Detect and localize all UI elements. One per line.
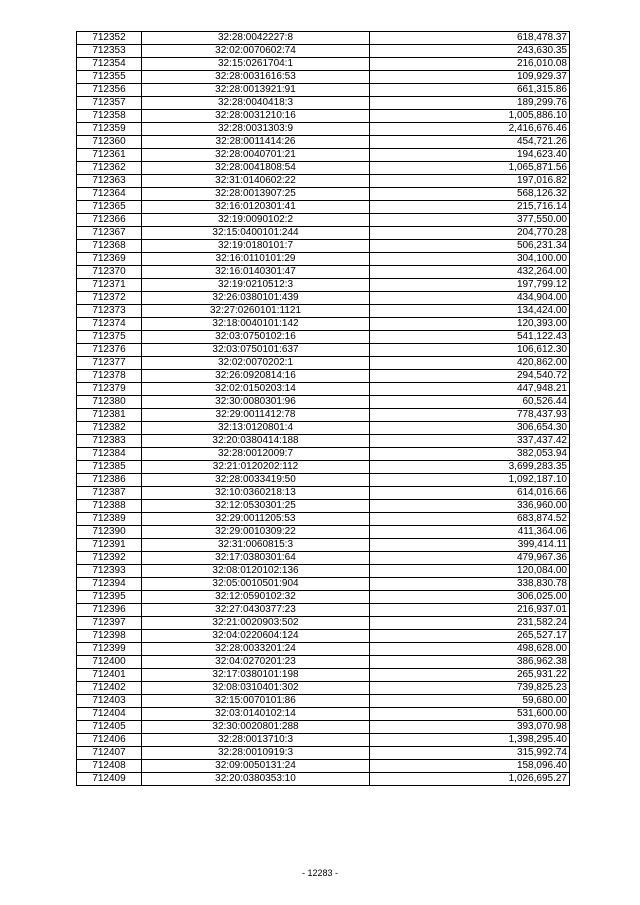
cadastral-number-cell: 32:20:0380414:188 bbox=[142, 435, 370, 448]
amount-cell: 194,623.40 bbox=[370, 149, 570, 162]
amount-cell: 661,315.86 bbox=[370, 84, 570, 97]
table-row bbox=[77, 487, 570, 500]
table-row bbox=[77, 682, 570, 695]
record-number-cell: 712359 bbox=[77, 123, 142, 136]
table-row bbox=[77, 578, 570, 591]
cadastral-number-cell: 32:28:0012009:7 bbox=[142, 448, 370, 461]
page-number: - 12283 - bbox=[301, 868, 339, 878]
cadastral-number-cell: 32:08:0120102:136 bbox=[142, 565, 370, 578]
amount-cell: 120,084.00 bbox=[370, 565, 570, 578]
cadastral-number-cell: 32:28:0013710:3 bbox=[142, 734, 370, 747]
record-number-cell: 712363 bbox=[77, 175, 142, 188]
cadastral-number-cell: 32:13:0120801:4 bbox=[142, 422, 370, 435]
cadastral-number-cell: 32:08:0310401:302 bbox=[142, 682, 370, 695]
record-number-cell: 712405 bbox=[77, 721, 142, 734]
parcel-value-table bbox=[76, 31, 570, 786]
table-row bbox=[77, 695, 570, 708]
table-row bbox=[77, 240, 570, 253]
table-row bbox=[77, 656, 570, 669]
amount-cell: 243,630.35 bbox=[370, 45, 570, 58]
amount-cell: 197,016.82 bbox=[370, 175, 570, 188]
record-number-cell: 712362 bbox=[77, 162, 142, 175]
record-number-cell: 712390 bbox=[77, 526, 142, 539]
amount-cell: 306,654.30 bbox=[370, 422, 570, 435]
table-row bbox=[77, 123, 570, 136]
record-number-cell: 712353 bbox=[77, 45, 142, 58]
amount-cell: 189,299.76 bbox=[370, 97, 570, 110]
cadastral-number-cell: 32:26:0920814:16 bbox=[142, 370, 370, 383]
record-number-cell: 712403 bbox=[77, 695, 142, 708]
table-row bbox=[77, 279, 570, 292]
record-number-cell: 712379 bbox=[77, 383, 142, 396]
table-row bbox=[77, 435, 570, 448]
amount-cell: 479,967.36 bbox=[370, 552, 570, 565]
cadastral-number-cell: 32:03:0750102:16 bbox=[142, 331, 370, 344]
table-row bbox=[77, 188, 570, 201]
cadastral-number-cell: 32:27:0430377:23 bbox=[142, 604, 370, 617]
record-number-cell: 712364 bbox=[77, 188, 142, 201]
amount-cell: 778,437.93 bbox=[370, 409, 570, 422]
cadastral-number-cell: 32:28:0040418:3 bbox=[142, 97, 370, 110]
amount-cell: 739,825.23 bbox=[370, 682, 570, 695]
record-number-cell: 712375 bbox=[77, 331, 142, 344]
table-row bbox=[77, 149, 570, 162]
cadastral-number-cell: 32:28:0033419:50 bbox=[142, 474, 370, 487]
table-row bbox=[77, 214, 570, 227]
cadastral-number-cell: 32:28:0013921:91 bbox=[142, 84, 370, 97]
amount-cell: 683,874.52 bbox=[370, 513, 570, 526]
amount-cell: 447,948.21 bbox=[370, 383, 570, 396]
cadastral-number-cell: 32:28:0031303:9 bbox=[142, 123, 370, 136]
amount-cell: 1,398,295.40 bbox=[370, 734, 570, 747]
record-number-cell: 712382 bbox=[77, 422, 142, 435]
amount-cell: 399,414.11 bbox=[370, 539, 570, 552]
record-number-cell: 712376 bbox=[77, 344, 142, 357]
table-row bbox=[77, 331, 570, 344]
cadastral-number-cell: 32:03:0750101:637 bbox=[142, 344, 370, 357]
record-number-cell: 712399 bbox=[77, 643, 142, 656]
cadastral-number-cell: 32:12:0530301:25 bbox=[142, 500, 370, 513]
table-row bbox=[77, 396, 570, 409]
cadastral-number-cell: 32:31:0060815:3 bbox=[142, 539, 370, 552]
amount-cell: 498,628.00 bbox=[370, 643, 570, 656]
record-number-cell: 712358 bbox=[77, 110, 142, 123]
cadastral-number-cell: 32:15:0070101:86 bbox=[142, 695, 370, 708]
cadastral-number-cell: 32:28:0013907:25 bbox=[142, 188, 370, 201]
table-row bbox=[77, 565, 570, 578]
record-number-cell: 712394 bbox=[77, 578, 142, 591]
table-row bbox=[77, 422, 570, 435]
record-number-cell: 712388 bbox=[77, 500, 142, 513]
cadastral-number-cell: 32:28:0033201:24 bbox=[142, 643, 370, 656]
amount-cell: 304,100.00 bbox=[370, 253, 570, 266]
amount-cell: 420,862.00 bbox=[370, 357, 570, 370]
cadastral-number-cell: 32:04:0270201:23 bbox=[142, 656, 370, 669]
cadastral-number-cell: 32:02:0070202:1 bbox=[142, 357, 370, 370]
record-number-cell: 712380 bbox=[77, 396, 142, 409]
table-row bbox=[77, 773, 570, 786]
cadastral-number-cell: 32:19:0180101:7 bbox=[142, 240, 370, 253]
record-number-cell: 712395 bbox=[77, 591, 142, 604]
record-number-cell: 712401 bbox=[77, 669, 142, 682]
record-number-cell: 712397 bbox=[77, 617, 142, 630]
table-row bbox=[77, 552, 570, 565]
table-row bbox=[77, 474, 570, 487]
cadastral-number-cell: 32:04:0220604:124 bbox=[142, 630, 370, 643]
cadastral-number-cell: 32:19:0210512:3 bbox=[142, 279, 370, 292]
amount-cell: 411,364.06 bbox=[370, 526, 570, 539]
amount-cell: 60,526.44 bbox=[370, 396, 570, 409]
table-row bbox=[77, 357, 570, 370]
record-number-cell: 712400 bbox=[77, 656, 142, 669]
amount-cell: 1,092,187.10 bbox=[370, 474, 570, 487]
table-row bbox=[77, 292, 570, 305]
cadastral-number-cell: 32:29:0010309:22 bbox=[142, 526, 370, 539]
amount-cell: 306,025.00 bbox=[370, 591, 570, 604]
record-number-cell: 712360 bbox=[77, 136, 142, 149]
cadastral-number-cell: 32:15:0261704:1 bbox=[142, 58, 370, 71]
record-number-cell: 712377 bbox=[77, 357, 142, 370]
record-number-cell: 712355 bbox=[77, 71, 142, 84]
cadastral-number-cell: 32:28:0041808:54 bbox=[142, 162, 370, 175]
amount-cell: 2,416,676.46 bbox=[370, 123, 570, 136]
cadastral-number-cell: 32:28:0040701:21 bbox=[142, 149, 370, 162]
record-number-cell: 712398 bbox=[77, 630, 142, 643]
record-number-cell: 712366 bbox=[77, 214, 142, 227]
table-row bbox=[77, 526, 570, 539]
table-row bbox=[77, 253, 570, 266]
cadastral-number-cell: 32:02:0150203:14 bbox=[142, 383, 370, 396]
record-number-cell: 712372 bbox=[77, 292, 142, 305]
table-row bbox=[77, 669, 570, 682]
table-row bbox=[77, 539, 570, 552]
table-row bbox=[77, 136, 570, 149]
table-row bbox=[77, 344, 570, 357]
table-row bbox=[77, 617, 570, 630]
amount-cell: 231,582.24 bbox=[370, 617, 570, 630]
record-number-cell: 712370 bbox=[77, 266, 142, 279]
amount-cell: 541,122.43 bbox=[370, 331, 570, 344]
table-body bbox=[77, 32, 570, 786]
amount-cell: 215,716.14 bbox=[370, 201, 570, 214]
cadastral-number-cell: 32:28:0010919:3 bbox=[142, 747, 370, 760]
cadastral-number-cell: 32:02:0070602:74 bbox=[142, 45, 370, 58]
record-number-cell: 712392 bbox=[77, 552, 142, 565]
table-row bbox=[77, 643, 570, 656]
cadastral-number-cell: 32:20:0380353:10 bbox=[142, 773, 370, 786]
amount-cell: 337,437.42 bbox=[370, 435, 570, 448]
table-row bbox=[77, 318, 570, 331]
amount-cell: 134,424.00 bbox=[370, 305, 570, 318]
cadastral-number-cell: 32:21:0120202:112 bbox=[142, 461, 370, 474]
table-row bbox=[77, 630, 570, 643]
cadastral-number-cell: 32:15:0400101:244 bbox=[142, 227, 370, 240]
record-number-cell: 712385 bbox=[77, 461, 142, 474]
record-number-cell: 712387 bbox=[77, 487, 142, 500]
cadastral-number-cell: 32:28:0011414:26 bbox=[142, 136, 370, 149]
amount-cell: 454,721.26 bbox=[370, 136, 570, 149]
table-row bbox=[77, 500, 570, 513]
cadastral-number-cell: 32:16:0110101:29 bbox=[142, 253, 370, 266]
amount-cell: 614,016.66 bbox=[370, 487, 570, 500]
cadastral-number-cell: 32:16:0120301:41 bbox=[142, 201, 370, 214]
table-row bbox=[77, 409, 570, 422]
record-number-cell: 712383 bbox=[77, 435, 142, 448]
record-number-cell: 712406 bbox=[77, 734, 142, 747]
cadastral-number-cell: 32:29:0011412:78 bbox=[142, 409, 370, 422]
table-row bbox=[77, 734, 570, 747]
cadastral-number-cell: 32:10:0360218:13 bbox=[142, 487, 370, 500]
cadastral-number-cell: 32:28:0031210:16 bbox=[142, 110, 370, 123]
cadastral-number-cell: 32:21:0020903:502 bbox=[142, 617, 370, 630]
record-number-cell: 712367 bbox=[77, 227, 142, 240]
amount-cell: 338,830.78 bbox=[370, 578, 570, 591]
table-row bbox=[77, 162, 570, 175]
record-number-cell: 712361 bbox=[77, 149, 142, 162]
amount-cell: 216,010.08 bbox=[370, 58, 570, 71]
table-row bbox=[77, 266, 570, 279]
amount-cell: 393,070.98 bbox=[370, 721, 570, 734]
cadastral-number-cell: 32:27:0260101:1121 bbox=[142, 305, 370, 318]
table-row bbox=[77, 32, 570, 45]
record-number-cell: 712381 bbox=[77, 409, 142, 422]
record-number-cell: 712356 bbox=[77, 84, 142, 97]
record-number-cell: 712396 bbox=[77, 604, 142, 617]
table-row bbox=[77, 760, 570, 773]
table-row bbox=[77, 58, 570, 71]
amount-cell: 432,264.00 bbox=[370, 266, 570, 279]
table-row bbox=[77, 110, 570, 123]
record-number-cell: 712391 bbox=[77, 539, 142, 552]
record-number-cell: 712354 bbox=[77, 58, 142, 71]
amount-cell: 265,527.17 bbox=[370, 630, 570, 643]
amount-cell: 506,231.34 bbox=[370, 240, 570, 253]
cadastral-number-cell: 32:30:0020801:288 bbox=[142, 721, 370, 734]
record-number-cell: 712404 bbox=[77, 708, 142, 721]
amount-cell: 120,393.00 bbox=[370, 318, 570, 331]
cadastral-number-cell: 32:09:0050131:24 bbox=[142, 760, 370, 773]
record-number-cell: 712352 bbox=[77, 32, 142, 45]
cadastral-number-cell: 32:05:0010501:904 bbox=[142, 578, 370, 591]
record-number-cell: 712402 bbox=[77, 682, 142, 695]
table-row bbox=[77, 383, 570, 396]
amount-cell: 109,929.37 bbox=[370, 71, 570, 84]
table-row bbox=[77, 370, 570, 383]
table-row bbox=[77, 461, 570, 474]
amount-cell: 336,960.00 bbox=[370, 500, 570, 513]
record-number-cell: 712386 bbox=[77, 474, 142, 487]
table-row bbox=[77, 604, 570, 617]
amount-cell: 1,026,695.27 bbox=[370, 773, 570, 786]
record-number-cell: 712393 bbox=[77, 565, 142, 578]
amount-cell: 204,770.28 bbox=[370, 227, 570, 240]
record-number-cell: 712407 bbox=[77, 747, 142, 760]
table-row bbox=[77, 721, 570, 734]
table-row bbox=[77, 201, 570, 214]
record-number-cell: 712365 bbox=[77, 201, 142, 214]
record-number-cell: 712389 bbox=[77, 513, 142, 526]
cadastral-number-cell: 32:16:0140301:47 bbox=[142, 266, 370, 279]
amount-cell: 434,904.00 bbox=[370, 292, 570, 305]
amount-cell: 197,799.12 bbox=[370, 279, 570, 292]
cadastral-number-cell: 32:12:0590102:32 bbox=[142, 591, 370, 604]
amount-cell: 386,962.38 bbox=[370, 656, 570, 669]
table-row bbox=[77, 227, 570, 240]
amount-cell: 531,600.00 bbox=[370, 708, 570, 721]
table-row bbox=[77, 45, 570, 58]
amount-cell: 265,931.22 bbox=[370, 669, 570, 682]
table-row bbox=[77, 97, 570, 110]
table-row bbox=[77, 175, 570, 188]
table-row bbox=[77, 305, 570, 318]
cadastral-number-cell: 32:28:0031616:53 bbox=[142, 71, 370, 84]
cadastral-number-cell: 32:29:0011205:53 bbox=[142, 513, 370, 526]
amount-cell: 315,992.74 bbox=[370, 747, 570, 760]
cadastral-number-cell: 32:17:0380101:198 bbox=[142, 669, 370, 682]
cadastral-number-cell: 32:18:0040101:142 bbox=[142, 318, 370, 331]
table-row bbox=[77, 747, 570, 760]
cadastral-number-cell: 32:17:0380301:64 bbox=[142, 552, 370, 565]
amount-cell: 568,126.32 bbox=[370, 188, 570, 201]
amount-cell: 377,550.00 bbox=[370, 214, 570, 227]
amount-cell: 216,937.01 bbox=[370, 604, 570, 617]
table-row bbox=[77, 71, 570, 84]
record-number-cell: 712368 bbox=[77, 240, 142, 253]
cadastral-number-cell: 32:19:0090102:2 bbox=[142, 214, 370, 227]
table-row bbox=[77, 448, 570, 461]
amount-cell: 106,612.30 bbox=[370, 344, 570, 357]
amount-cell: 3,699,283.35 bbox=[370, 461, 570, 474]
amount-cell: 294,540.72 bbox=[370, 370, 570, 383]
amount-cell: 382,053.94 bbox=[370, 448, 570, 461]
table-row bbox=[77, 513, 570, 526]
record-number-cell: 712374 bbox=[77, 318, 142, 331]
record-number-cell: 712371 bbox=[77, 279, 142, 292]
cadastral-number-cell: 32:28:0042227:8 bbox=[142, 32, 370, 45]
record-number-cell: 712357 bbox=[77, 97, 142, 110]
record-number-cell: 712384 bbox=[77, 448, 142, 461]
record-number-cell: 712369 bbox=[77, 253, 142, 266]
amount-cell: 618,478.37 bbox=[370, 32, 570, 45]
amount-cell: 1,005,886.10 bbox=[370, 110, 570, 123]
table-row bbox=[77, 591, 570, 604]
amount-cell: 158,096.40 bbox=[370, 760, 570, 773]
record-number-cell: 712408 bbox=[77, 760, 142, 773]
table-row bbox=[77, 84, 570, 97]
amount-cell: 1,065,871.56 bbox=[370, 162, 570, 175]
cadastral-number-cell: 32:31:0140602:22 bbox=[142, 175, 370, 188]
record-number-cell: 712409 bbox=[77, 773, 142, 786]
cadastral-number-cell: 32:30:0080301:96 bbox=[142, 396, 370, 409]
amount-cell: 59,680.00 bbox=[370, 695, 570, 708]
record-number-cell: 712378 bbox=[77, 370, 142, 383]
record-number-cell: 712373 bbox=[77, 305, 142, 318]
table-row bbox=[77, 708, 570, 721]
cadastral-number-cell: 32:03:0140102:14 bbox=[142, 708, 370, 721]
cadastral-number-cell: 32:26:0380101:439 bbox=[142, 292, 370, 305]
